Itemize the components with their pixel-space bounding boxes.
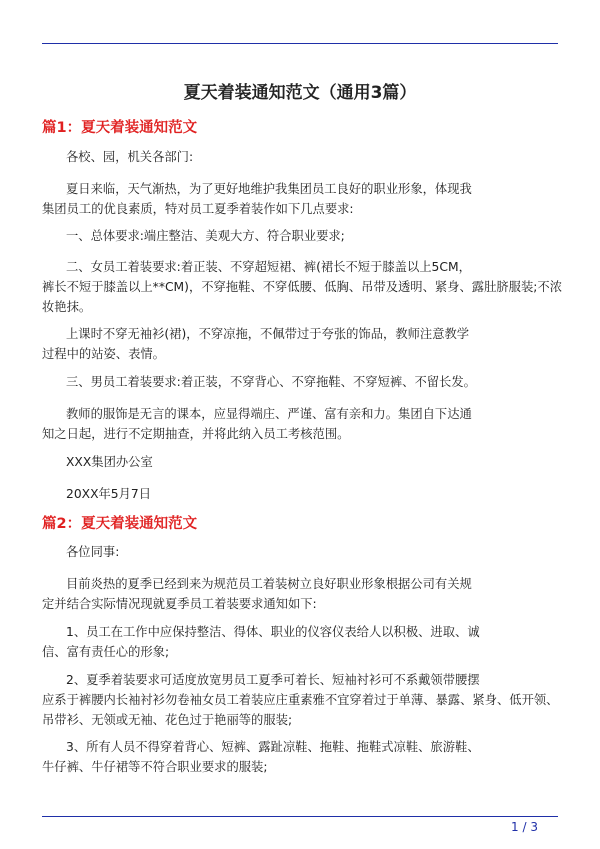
- line: 3、所有人员不得穿着背心、短裤、露趾凉鞋、拖鞋、拖鞋式凉鞋、旅游鞋、: [66, 740, 480, 754]
- line: 教师的服饰是无言的课本，应显得端庄、严谨、富有亲和力。集团自下达通: [66, 407, 472, 421]
- line: 目前炎热的夏季已经到来为规范员工着装树立良好职业形象根据公司有关规: [66, 577, 472, 591]
- header-rule: [42, 43, 558, 44]
- line: 各位同事:: [66, 545, 120, 559]
- line: 应系于裤腰内长袖衬衫勿卷袖女员工着装应庄重素雅不宜穿着过于单薄、暴露、紧身、低开领、: [42, 693, 559, 707]
- line: 信、富有责任心的形象;: [42, 645, 170, 659]
- paragraph: [42, 324, 558, 364]
- paragraph: [42, 574, 558, 614]
- paragraph: [42, 226, 558, 246]
- line: 定并结合实际情况现就夏季员工着装要求通知如下:: [42, 597, 317, 611]
- section-1-heading: 篇1：夏天着装通知范文: [42, 120, 198, 136]
- footer-rule: [42, 816, 558, 817]
- line: 妆艳抹。: [42, 300, 92, 314]
- paragraph: [42, 622, 558, 662]
- paragraph: [42, 737, 558, 777]
- paragraph: [42, 484, 558, 504]
- line: 过程中的站姿、表情。: [42, 347, 165, 361]
- section-2-heading: 篇2：夏天着装通知范文: [42, 516, 198, 532]
- paragraph: [42, 542, 558, 562]
- line: 夏日来临，天气渐热，为了更好地维护我集团员工良好的职业形象，体现我: [66, 182, 472, 196]
- line: 2、夏季着装要求可适度放宽男员工夏季可着长、短袖衬衫可不系戴领带腰摆: [66, 673, 480, 687]
- line: 吊带衫、无领或无袖、花色过于艳丽等的服装;: [42, 713, 293, 727]
- paragraph: [42, 452, 558, 472]
- line: 上课时不穿无袖衫(裙)，不穿凉拖，不佩带过于夸张的饰品，教师注意教学: [66, 327, 470, 341]
- line: 裤长不短于膝盖以上**CM)，不穿拖鞋、不穿低腰、低胸、吊带及透明、紧身、露肚脐服装;不浓: [42, 280, 563, 294]
- paragraph: [42, 147, 558, 167]
- signature-line: XXX集团办公室: [66, 455, 153, 469]
- line: 集团员工的优良素质，特对员工夏季着装作如下几点要求:: [42, 202, 354, 216]
- line: 二、女员工着装要求:着正装、不穿超短裙、裤(裙长不短于膝盖以上5CM，: [66, 260, 471, 274]
- line: 知之日起，进行不定期抽查，并将此纳入员工考核范围。: [42, 427, 350, 441]
- paragraph: [42, 404, 558, 444]
- line: 1、员工在工作中应保持整洁、得体、职业的仪容仪表给人以积极、进取、诚: [66, 625, 480, 639]
- paragraph: [42, 670, 558, 730]
- paragraph: [42, 257, 563, 317]
- document-title: 夏天着装通知范文（通用3篇）: [183, 83, 417, 103]
- line: 三、男员工着装要求:着正装，不穿背心、不穿拖鞋、不穿短裤、不留长发。: [66, 375, 476, 389]
- paragraph: [42, 179, 558, 219]
- paragraph: [42, 372, 558, 392]
- line: 牛仔裤、牛仔裙等不符合职业要求的服装;: [42, 760, 268, 774]
- line: 各校、园，机关各部门:: [66, 150, 194, 164]
- date-line: 20XX年5月7日: [66, 487, 152, 501]
- page-number: 1 / 3: [511, 820, 538, 834]
- line: 一、总体要求:端庄整洁、美观大方、符合职业要求;: [66, 229, 345, 243]
